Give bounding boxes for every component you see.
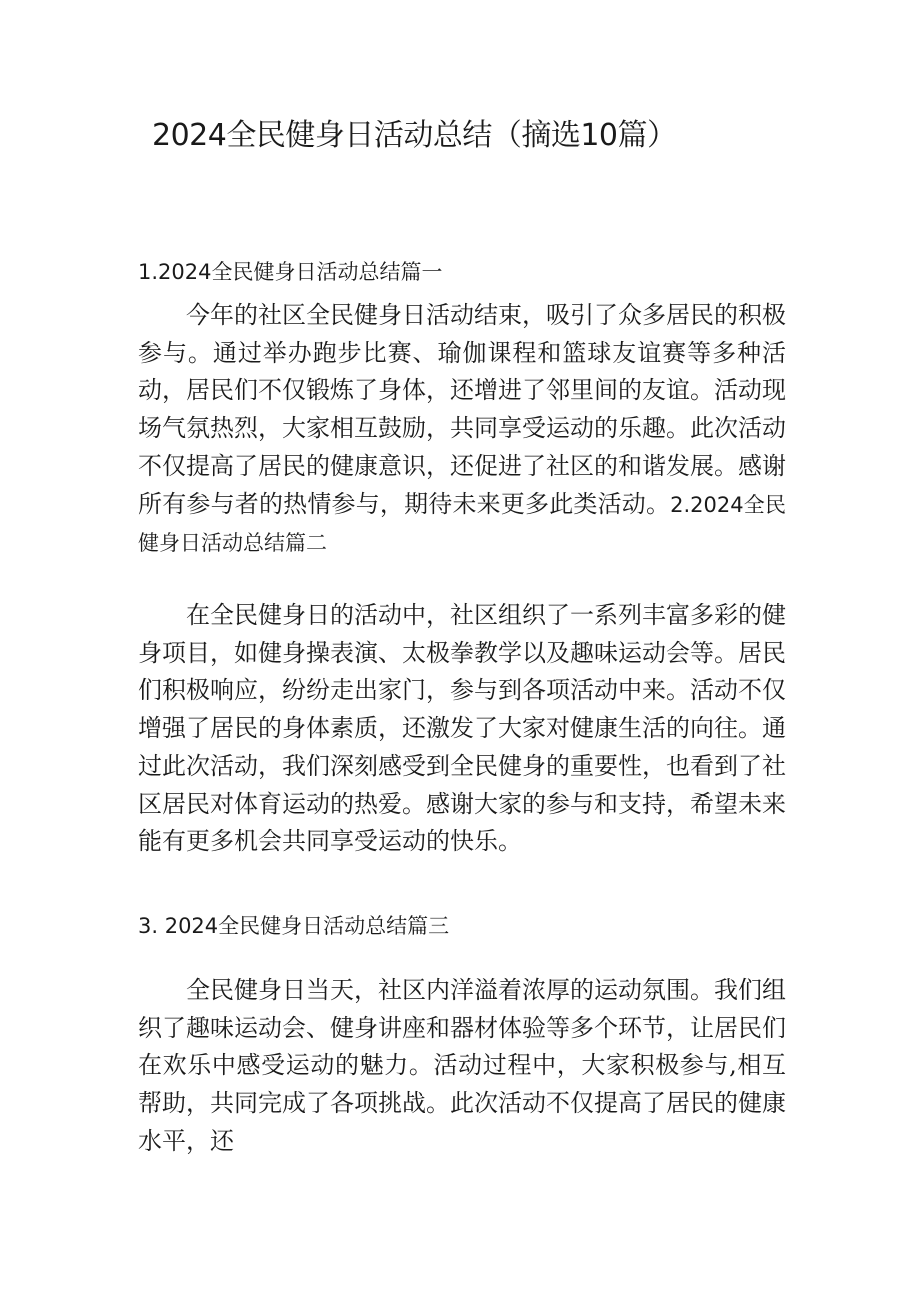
- section-3-heading: 3. 2024全民健身日活动总结篇三: [138, 914, 450, 938]
- section-1-heading: 1.2024全民健身日活动总结篇一: [138, 260, 443, 284]
- section-2-heading: 2.2024全民健身日活动总结篇二: [138, 492, 786, 556]
- section-1-body: 今年的社区全民健身日活动结束，吸引了众多居民的积极参与。通过举办跑步比赛、瑜伽课程和篮球友谊赛等多种活动，居民们不仅锻炼了身体，还增进了邻里间的友谊。活动现场气氛热烈，大家相互鼓励，共同享受运动的乐趣。此次活动不仅提高了居民的健康意识，还促进了社区的和谐发展。感谢所有参与者的热情参与，期待未来更多此类活动。: [138, 301, 786, 518]
- section-2-paragraph: 在全民健身日的活动中，社区组织了一系列丰富多彩的健身项目，如健身操表演、太极拳教学以及趣味运动会等。居民们积极响应，纷纷走出家门，参与到各项活动中来。活动不仅增强了居民的身体素质，还激发了大家对健康生活的向往。通过此次活动，我们深刻感受到全民健身的重要性，也看到了社区居民对体育运动的热爱。感谢大家的参与和支持，希望未来能有更多机会共同享受运动的快乐。: [138, 601, 786, 856]
- section-3-paragraph: 全民健身日当天，社区内洋溢着浓厚的运动氛围。我们组织了趣味运动会、健身讲座和器材体验等多个环节，让居民们在欢乐中感受运动的魅力。活动过程中，大家积极参与,相互帮助，共同完成了各项挑战。此次活动不仅提高了居民的健康水平，还: [138, 976, 786, 1155]
- section-1-paragraph: [138, 297, 786, 563]
- document-title: 2024全民健身日活动总结（摘选10篇）: [152, 118, 677, 153]
